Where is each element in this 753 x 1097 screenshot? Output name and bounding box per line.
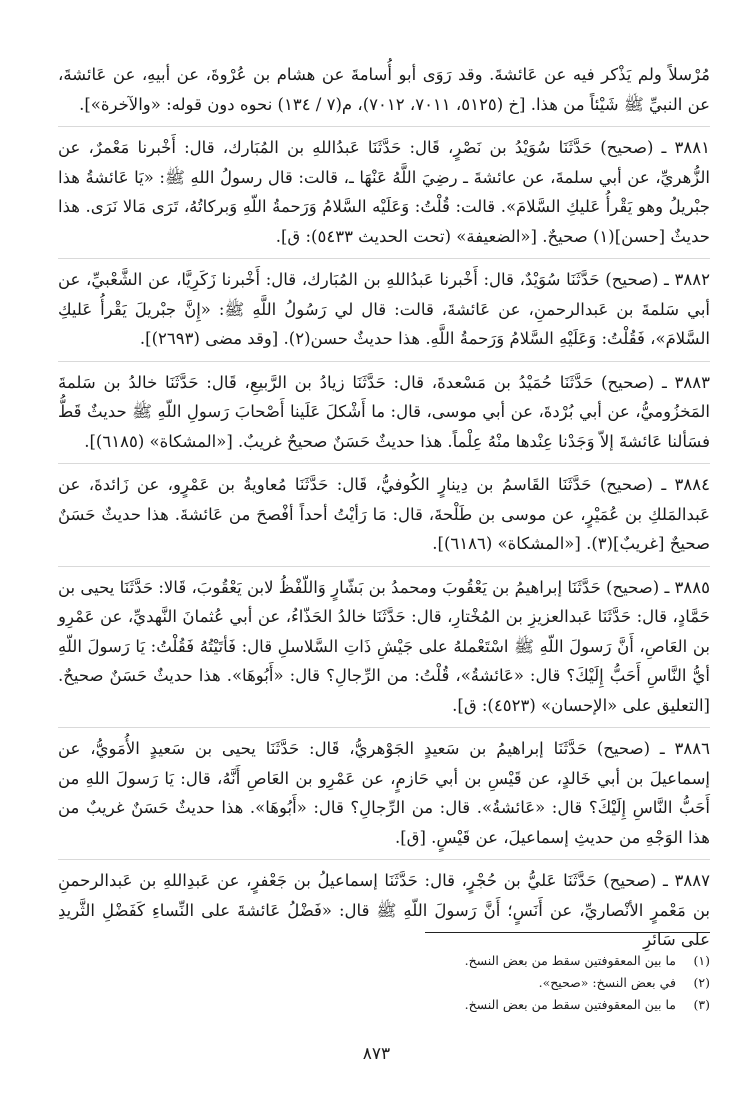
hadith-3881: ٣٨٨١ ـ (صحيح) حَدَّثَنَا سُوَيْدُ بن نَصْرٍ، قَال: حَدَّثَنَا عَبدُاللهِ بن المُبَارك، قال: أَخْبرنا مَعْمرٌ، عن الزُّهريِّ، عن أبي سلمةَ، عن عائشةَ ـ رضِيَ اللَّهُ عَنْهَا ـ، قالت: قال رسولُ اللهِ ﷺ: «يَا عَائشةُ هذا جبْريلُ وهو يَقْرأُ عَليكِ السَّلامَ». قالت: قُلْتُ: وَعَلَيْه السَّلامُ وَرَحمةُ اللّهِ وَبركاتُهُ، تَرَى مَالا نَرَى. هذا حديثٌ [حسن](١) صحيحٌ. [«الضعيفة» (تحت الحديث ٥٤٣٣): ق]. [58, 138, 710, 246]
paragraph-divider [58, 463, 710, 464]
page-number: ٨٧٣ [362, 1044, 391, 1064]
footnote-separator [425, 932, 710, 933]
paragraph-continuation: مُرْسلاً ولم يَذْكر فيه عن عَائشةَ. وقد رَوَى أبو أُسامةَ عن هشام بن عُرْوةَ، عن أبيهِ، عن عَائشةَ، عن النبيِّ ﷺ شَيْئاً من هذا. [خ (٥١٢٥، ٧٠١١، ٧٠١٢)، م(٧ / ١٣٤) نحوه دون قوله: «والآخرة»]. [58, 65, 710, 114]
hadith-3883: ٣٨٨٣ ـ (صحيح) حَدَّثَنَا حُمَيْدُ بن مَسْعدةَ، قال: حَدَّثَنَا زيادُ بن الرَّبيعِ، قَال: حَدَّثَنَا خالدُ بن سَلمةَ المَخزُوميُّ، عن أبي بُرْدةَ، عن أبي موسى، قال: ما أَشْكلَ عَلَينا أَصْحابَ رَسولِ اللّهِ ﷺ حديثٌ قَطُّ فسَألنا عَائشةَ إلاّ وَجَدْنا عِنْدها منْهُ عِلْماً. هذا حديثٌ حَسَنٌ صحيحٌ غريبٌ. [«المشكاة» (٦١٨٥)]. [58, 372, 710, 451]
paragraph-divider [58, 126, 710, 127]
main-text [58, 60, 710, 955]
hadith-3882: ٣٨٨٢ ـ (صحيح) حَدَّثَنَا سُوَيْدٌ، قال: أَخْبرنا عَبدُاللهِ بن المُبَارك، قال: أَخْبرنا زَكَرِيَّا، عن الشَّعْبيِّ، عن أبي سَلمةَ بن عَبدالرحمنِ، عن عَائشةَ، قالت: قال لي رَسُولُ اللَّهِ ﷺ: «إِنَّ جبْريلَ يَقْرأُ عَليكِ السَّلامَ»، فَقُلْتُ: وَعَلَيْهِ السَّلامُ وَرَحمةُ اللَّهِ. هذا حديثٌ حسن(٢). [وقد مضى (٢٦٩٣)]. [58, 270, 710, 348]
hadith-3887: ٣٨٨٧ ـ (صحيح) حَدَّثَنَا عَليُّ بن حُجْرٍ، قال: حَدَّثَنَا إسماعيلُ بن جَعْفرٍ، عن عَبدِاللهِ بن عَبدالرحمنِ بن مَعْمرٍ الأنْصاريِّ، عن أَنَسٍ؛ أَنَّ رَسولَ اللّهِ ﷺ قال: «فَضْلُ عَائشةَ على النِّساءِ كَفَضْلِ الثَّريدِ على سَائرِ [58, 871, 710, 949]
paragraph-divider [58, 361, 710, 362]
footnote-number: (١) [693, 953, 710, 968]
paragraph-divider [58, 258, 710, 259]
footnote-text: ما بين المعقوفتين سقط من بعض النسخ. [464, 997, 677, 1012]
hadith-3886: ٣٨٨٦ ـ (صحيح) حَدَّثَنَا إبراهيمُ بن سَعيدٍ الجَوْهريُّ، قَال: حَدَّثَنَا يحيى بن سَعيدٍ الأُمَويُّ، عن إسماعيلَ بن أبي خَالدٍ، عن قَيْسِ بن أبي حَازمٍ، عن عَمْرِو بن العَاصِ أَنَّهُ، قال: يَا رَسولَ اللهِ من أَحَبُّ النَّاسِ إِلَيْكَ؟ قال: «عَائشةُ». قال: من الرِّجالِ؟ قال: «أَبُوهَا». هذا حديثٌ حَسَنٌ غريبٌ من هذا الوَجْهِ من حديثِ إسماعيلَ، عن قَيْسٍ. [ق]. [58, 739, 710, 847]
paragraph-divider [58, 566, 710, 567]
footnotes [58, 950, 710, 1016]
hadith-3885: ٣٨٨٥ ـ (صحيح) حَدَّثَنَا إبراهيمُ بن يَعْقُوبَ ومحمدُ بن بَشّارٍ وَاللّفْظُ لابن يَعْقُوبَ، قَالا: حَدَّثَنَا يحيى بن حَمَّادٍ، قال: حَدَّثَنَا عَبدالعزيزِ بن المُخْتارِ، قال: حَدَّثَنَا خالدُ الحَذّاءُ، عن أبي عُثمانَ النَّهديِّ، عن عَمْرِو بن العَاصِ، أَنَّ رَسولَ اللّهِ ﷺ اسْتَعْملهُ على جَيْشِ ذَاتِ السَّلاسلِ قال: فَأتَيْتُهُ فَقُلْتُ: يَا رَسولَ اللّهِ أيُّ النَّاسِ أَحَبُّ إِلَيْكَ؟ قال: «عَائشةُ»، قُلْتُ: من الرِّجالِ؟ قال: «أَبُوهَا». هذا حديثٌ حَسَنٌ صحيحٌ. [التعليق على «الإحسان» (٤٥٢٣): ق]. [58, 577, 710, 715]
footnote-text: في بعض النسخ: «صحيح». [538, 975, 677, 990]
paragraph-divider [58, 727, 710, 728]
paragraph-divider [58, 859, 710, 860]
footnote-text: ما بين المعقوفتين سقط من بعض النسخ. [464, 953, 677, 968]
footnote-1 [58, 950, 710, 972]
footnote-number: (٢) [693, 975, 710, 990]
footnote-number: (٣) [693, 997, 710, 1012]
footnote-3 [58, 994, 710, 1016]
footnote-2 [58, 972, 710, 994]
hadith-3884: ٣٨٨٤ ـ (صحيح) حَدَّثَنَا القَاسمُ بن دِينارٍ الكُوفيُّ، قَال: حَدَّثَنَا مُعاويةُ بن عَمْرٍو، عن زَائدةَ، عن عَبدالمَلكِ بن عُمَيْرٍ، عن موسى بن طَلْحةَ، قال: مَا رَأيْتُ أحداً أفْصحَ من عَائشةَ. هذا حديثٌ حَسَنٌ صحيحٌ [غريبٌ](٣). [«المشكاة» (٦١٨٦)]. [58, 475, 710, 553]
